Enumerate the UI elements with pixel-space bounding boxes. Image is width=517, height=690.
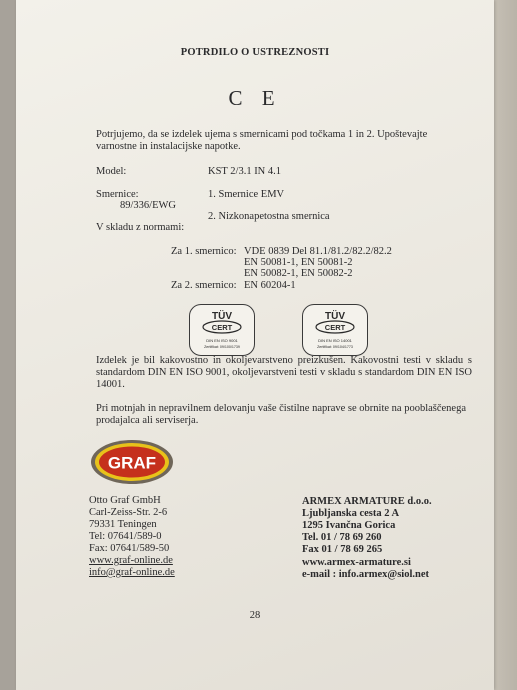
service-text: Pri motnjah in nepravilnem delovanju vaše čistilne naprave se obrnite na pooblaščenega prodajalca ali serviserja. <box>96 403 467 426</box>
directive-2: 2. Nizkonapetostna smernica <box>208 211 330 222</box>
cert-word: CERT <box>211 323 233 332</box>
distributor-email: e-mail : info.armex@siol.net <box>302 569 429 580</box>
cert-number: Zertifikat: 09/104/1773 <box>317 345 353 349</box>
graf-logo-text: GRAF <box>107 453 157 473</box>
tuv-brand: TÜV <box>212 311 232 322</box>
manufacturer-email-link[interactable]: info@graf-online.de <box>89 567 175 578</box>
cert-standard: DIN EN ISO 14001 <box>318 338 352 343</box>
manufacturer-city: 79331 Teningen <box>89 519 157 530</box>
standards-label: V skladu z normami: <box>96 222 185 233</box>
manufacturer-website-link[interactable]: www.graf-online.de <box>89 555 173 566</box>
directives-label: Smernice: <box>96 189 139 200</box>
ce-mark: C E <box>228 86 282 110</box>
directives-code: 89/336/EWG <box>120 200 176 211</box>
manufacturer-fax: Fax: 07641/589-50 <box>89 543 170 554</box>
quality-text: Izdelek je bil kakovostno in okoljevarstveno preizkušen. Kakovostni testi v skladu s standardom DIN EN ISO 9001, okoljevarstveni testi v skladu s standardom DIN EN ISO 14001. <box>96 355 472 390</box>
manufacturer-tel: Tel: 07641/589-0 <box>89 531 162 542</box>
distributor-tel: Tel. 01 / 78 69 260 <box>302 532 382 543</box>
document-title: POTRDILO O USTREZNOSTI <box>180 47 330 58</box>
tuv-brand: TÜV <box>325 311 345 322</box>
for-directive-2-label: Za 2. smernico: <box>171 280 237 291</box>
for-directive-1-line: EN 50081-1, EN 50081-2 <box>244 257 353 268</box>
graf-logo <box>90 439 174 485</box>
directive-1: 1. Smernice EMV <box>208 189 285 200</box>
distributor-city: 1295 Ivančna Gorica <box>302 520 396 531</box>
manufacturer-name: Otto Graf GmbH <box>89 495 161 506</box>
model-label: Model: <box>96 166 127 177</box>
for-directive-1-line: EN 50082-1, EN 50082-2 <box>244 268 353 279</box>
cert-standard: DIN EN ISO 9001 <box>206 338 238 343</box>
distributor-name: ARMEX ARMATURE d.o.o. <box>302 496 432 507</box>
tuv-cert-badge-14001 <box>302 304 368 356</box>
manufacturer-street: Carl-Zeiss-Str. 2-6 <box>89 507 168 518</box>
distributor-street: Ljubljanska cesta 2 A <box>302 508 400 519</box>
for-directive-1-label: Za 1. smernico: <box>171 246 237 257</box>
intro-text: Potrjujemo, da se izdelek ujema s smernicami pod točkama 1 in 2. Upoštevajte varnostne in instalacijske napotke. <box>96 129 428 152</box>
tuv-cert-badge-9001 <box>189 304 255 356</box>
distributor-website: www.armex-armature.si <box>302 557 411 568</box>
cert-word: CERT <box>324 323 346 332</box>
distributor-fax: Fax 01 / 78 69 265 <box>302 544 383 555</box>
for-directive-1-line: VDE 0839 Del 81.1/81.2/82.2/82.2 <box>244 246 392 257</box>
tuv-cert-icon <box>190 305 254 355</box>
model-value: KST 2/3.1 IN 4.1 <box>208 166 282 177</box>
document-page <box>16 0 494 690</box>
cert-number: Zertifikat: 09/100/1739 <box>204 345 240 349</box>
page-number: 28 <box>249 610 261 621</box>
tuv-cert-icon <box>303 305 367 355</box>
for-directive-2-value: EN 60204-1 <box>244 280 296 291</box>
